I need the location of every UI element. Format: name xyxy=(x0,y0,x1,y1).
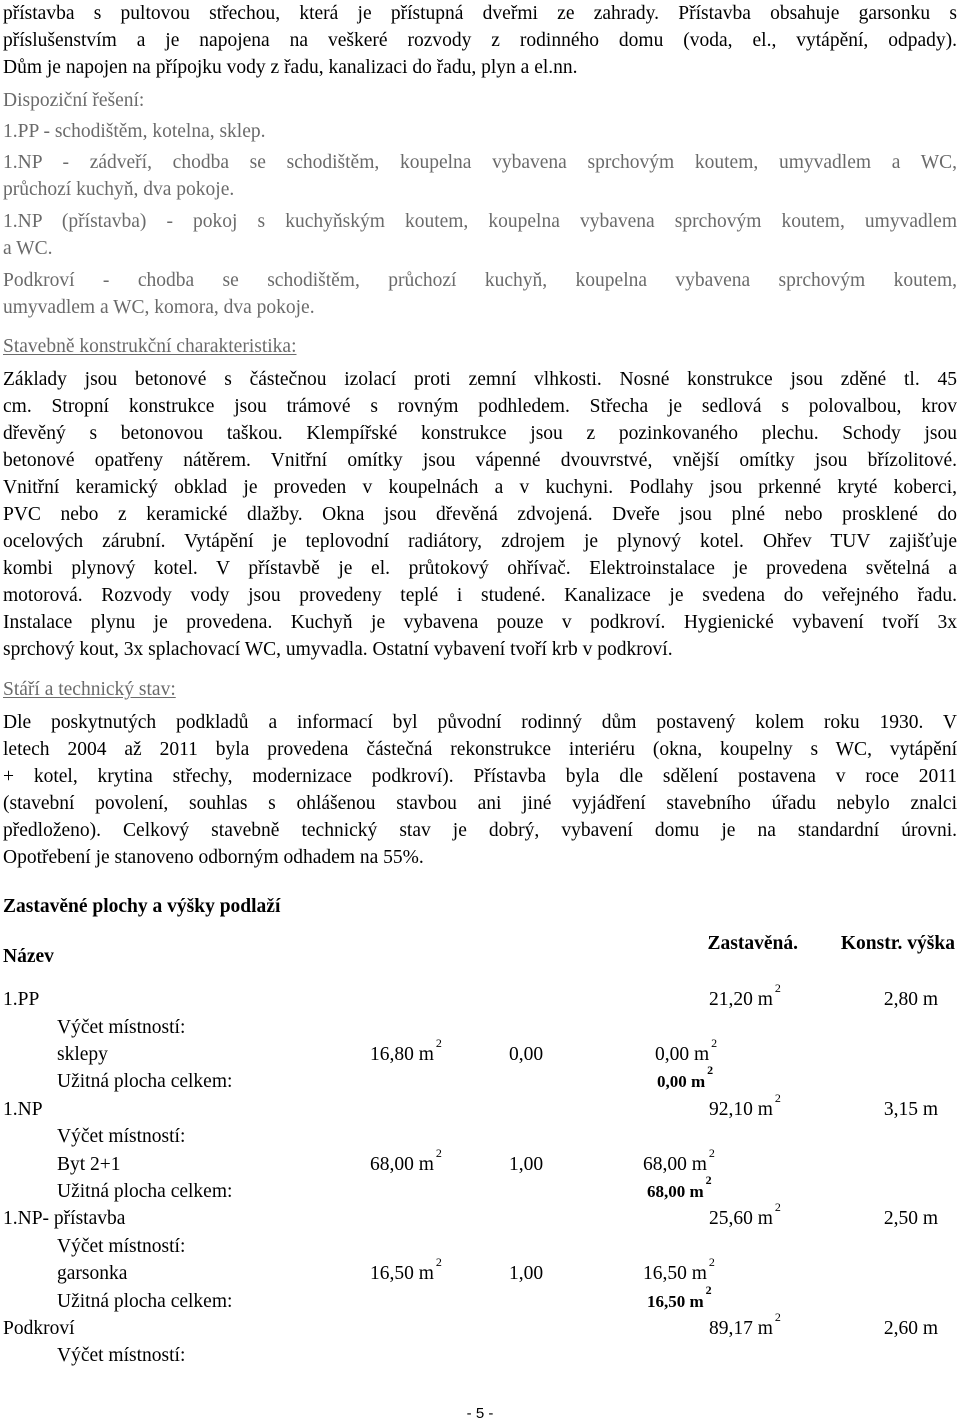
page-number: - 5 - xyxy=(466,1405,494,1422)
total-label: Užitná plocha celkem: xyxy=(57,1071,233,1092)
room-list-label-row xyxy=(0,1342,960,1369)
floor-name: 1.NP xyxy=(3,1099,43,1120)
room-list-label-row xyxy=(0,1014,960,1041)
header-zastavena: Zastavěná. xyxy=(707,933,798,954)
room-result: 68,00 $m^2$ xyxy=(643,1146,715,1175)
text-line: cm. Stropní konstrukce jsou trámové s rovným podhledem. Střecha je sedlová s polovalbou, krov xyxy=(3,396,957,417)
floor-area: 92,10 $m^2$ xyxy=(709,1091,781,1120)
room-coef: 1,00 xyxy=(509,1154,544,1175)
floor-row xyxy=(0,1310,960,1342)
table-title: Zastavěné plochy a výšky podlaží xyxy=(3,896,281,917)
text-line: umyvadlem a WC, komora, dva pokoje. xyxy=(3,297,315,318)
text-line: Dům je napojen na přípojku vody z řadu, kanalizaci do řadu, plyn a el.nn. xyxy=(3,57,578,78)
text-line: Dle poskytnutých podkladů a informací byl původní rodinný dům postavený kolem roku 1930. V xyxy=(3,712,957,733)
room-area: 16,80 $m^2$ xyxy=(370,1036,442,1065)
text-line: a WC. xyxy=(3,238,53,259)
stari-section xyxy=(3,676,957,871)
room-list-label: Výčet místností: xyxy=(57,1236,186,1257)
text-line: 1.NP (přístavba) - pokoj s kuchyňským koutem, koupelna vybavena sprchovým koutem, umyvadlem xyxy=(3,211,957,232)
total-row xyxy=(0,1283,960,1315)
floor-height: 3,15 m xyxy=(883,1099,938,1120)
text-line: ocelových zárubní. Vytápění je teplovodní radiátory, zdrojem je plynový kotel. Ohřev TUV zajišťuje xyxy=(3,531,957,552)
floor-area: 21,20 $m^2$ xyxy=(709,981,781,1010)
floor-height: 2,80 m xyxy=(883,989,938,1010)
floor-height: 2,50 m xyxy=(883,1208,938,1229)
total-value: 0,00 $m^2$ xyxy=(657,1063,714,1091)
room-row xyxy=(0,1146,960,1178)
konstrukce-section xyxy=(3,333,957,663)
total-value: 68,00 $m^2$ xyxy=(647,1173,712,1201)
total-row xyxy=(0,1173,960,1205)
floor-area: 25,60 $m^2$ xyxy=(709,1200,781,1229)
room-result: 16,50 $m^2$ xyxy=(643,1255,715,1284)
text-line: motorová. Rozvody vody jsou provedeny teplé i studené. Kanalizace je svedena do veřejného řadu. xyxy=(3,585,957,606)
text-line: PVC nebo z keramické dlažby. Okna jsou dřevěná zdvojená. Dveře jsou plné nebo prosklené do xyxy=(3,504,957,525)
text-line: kombi plynový kotel. V přístavbě je el. průtokový ohřívač. Elektroinstalace je provedena světelná a xyxy=(3,558,957,579)
section-heading-konstrukce: Stavebně konstrukční charakteristika: xyxy=(3,336,297,357)
intro-section xyxy=(3,0,957,81)
text-line: průchozí kuchyň, dva pokoje. xyxy=(3,179,235,200)
floor-name: 1.NP- přístavba xyxy=(3,1208,126,1229)
floor-row xyxy=(0,1091,960,1123)
table-header-row-2 xyxy=(0,957,960,984)
dispozice-section xyxy=(3,87,957,321)
text-line: 1.PP - schodištěm, kotelna, sklep. xyxy=(3,121,266,142)
room-coef: 1,00 xyxy=(509,1263,544,1284)
section-heading-stari: Stáří a technický stav: xyxy=(3,679,176,700)
floor-area: 89,17 $m^2$ xyxy=(709,1310,781,1339)
room-list-label: Výčet místností: xyxy=(57,1126,186,1147)
floor-name: 1.PP xyxy=(3,989,40,1010)
room-area: 68,00 $m^2$ xyxy=(370,1146,442,1175)
room-coef: 0,00 xyxy=(509,1044,544,1065)
text-line: 1.NP - zádveří, chodba se schodištěm, koupelna vybavena sprchovým koutem, umyvadlem a WC, xyxy=(3,152,957,173)
floor-name: Podkroví xyxy=(3,1318,75,1339)
header-nazev: Název xyxy=(3,946,54,967)
room-name: Byt 2+1 xyxy=(57,1154,121,1175)
room-name: sklepy xyxy=(57,1044,108,1065)
room-name: garsonka xyxy=(57,1263,128,1284)
floor-row xyxy=(0,981,960,1013)
text-line: betonové opatřeny nátěrem. Vnitřní omítky jsou vápenné dvouvrstvé, vnější omítky jsou břízolitové. xyxy=(3,450,957,471)
room-row xyxy=(0,1255,960,1287)
text-line: sprchový kout, 3x splachovací WC, umyvadla. Ostatní vybavení tvoří krb v podkroví. xyxy=(3,639,673,660)
header-vyska: Konstr. výška xyxy=(840,933,955,954)
room-list-label-row xyxy=(0,1123,960,1150)
text-line: + kotel, krytina střechy, modernizace podkroví). Přístavba byla dle sdělení postavena v roce 2011 xyxy=(3,766,957,787)
text-line: Opotřebení je stanoveno odborným odhadem na 55%. xyxy=(3,847,424,868)
total-label: Užitná plocha celkem: xyxy=(57,1181,233,1202)
text-line: Vnitřní keramický obklad je proveden v koupelnách a v kuchyni. Podlahy jsou prkenné kryté koberci, xyxy=(3,477,957,498)
room-list-label-row xyxy=(0,1233,960,1260)
room-list-label: Výčet místností: xyxy=(57,1345,186,1366)
text-line: Instalace plynu je provedena. Kuchyň je vybavena pouze v podkroví. Hygienické vybavení tvoří 3x xyxy=(3,612,957,633)
floor-row xyxy=(0,1200,960,1232)
text-line: přístavba s pultovou střechou, která je přístupná dveřmi ze zahrady. Přístavba obsahuje garsonku s xyxy=(3,3,957,24)
floor-height: 2,60 m xyxy=(883,1318,938,1339)
total-value: 16,50 $m^2$ xyxy=(647,1283,712,1311)
total-row xyxy=(0,1063,960,1095)
room-area: 16,50 $m^2$ xyxy=(370,1255,442,1284)
total-label: Užitná plocha celkem: xyxy=(57,1291,233,1312)
text-line: příslušenstvím a je napojena na veškeré rozvody z rodinného domu (voda, el., vytápění, odpady). xyxy=(3,30,957,51)
text-line: předloženo). Celkový stavebně technický stav je dobrý, vybavení domu je na standardní úrovni. xyxy=(3,820,957,841)
text-line: dřevěný s betonovou taškou. Klempířské konstrukce jsou z pozinkovaného plechu. Schody jsou xyxy=(3,423,957,444)
room-row xyxy=(0,1036,960,1068)
text-line: (stavební povolení, souhlas s ohlášenou stavbou ani jiné vyjádření stavebního úřadu nebylo znalci xyxy=(3,793,957,814)
text-line: Podkroví - chodba se schodištěm, průchozí kuchyň, koupelna vybavena sprchovým koutem, xyxy=(3,270,957,291)
text-line: Základy jsou betonové s částečnou izolací proti zemní vlhkosti. Nosné konstrukce jsou zděné tl. 45 xyxy=(3,369,957,390)
section-heading-dispozice: Dispoziční řešení: xyxy=(3,90,145,111)
text-line: letech 2004 až 2011 byla provedena částečná rekonstrukce interiéru (okna, koupelny s WC, vytápění xyxy=(3,739,957,760)
room-result: 0,00 $m^2$ xyxy=(655,1036,718,1065)
room-list-label: Výčet místností: xyxy=(57,1017,186,1038)
